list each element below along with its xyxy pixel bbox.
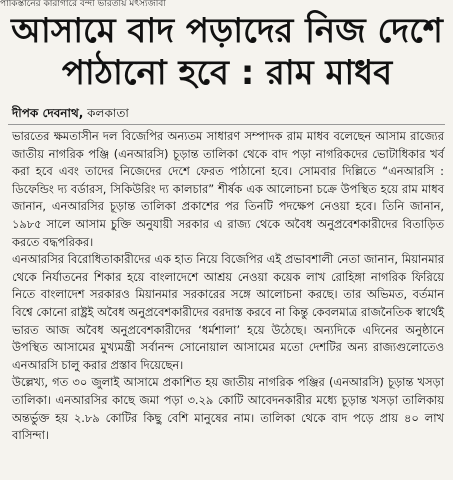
headline-line-1: আসামে বাদ পড়াদের নিজ দেশে: [11, 11, 443, 51]
article-paragraph: উল্লেখ্য, গত ৩০ জুলাই আসামে প্রকাশিত হয় জাতীয় নাগরিক পঞ্জির (এনআরসি) চূড়ান্ত খসড়া তালিকা। এনআরসির কাছে জমা পড়া ৩.২৯ কোটি আবেদনকারীর মধ্যে চূড়ান্ত খসড়া তালিকায় অন্তর্ভুক্ত হয় ২.৮৯ কোটির কিছু বেশি মানুষের নাম। তালিকা থেকে বাদ পড়ে প্রায় ৪০ লাখ বাসিন্দা।: [12, 375, 444, 443]
article-paragraph: এনআরসির বিরোধিতাকারীদের এক হাত নিয়ে বিজেপির এই প্রভাবশালী নেতা জানান, মিয়ানমার থেকে নির্যাতনের শিকার হয়ে বাংলাদেশে আশ্রয় নেওয়া কয়েক লাখ রোহিঙ্গা নাগরিক ফিরিয়ে নিতে বাংলাদেশ সরকারও মিয়ানমার সরকারের সঙ্গে আলোচনা করছে। তার অভিমত, বর্তমান বিশ্বে কোনো রাষ্ট্রই অবৈধ অনুপ্রবেশকারীদের বরদাস্ত করবে না কিন্তু কেবলমাত্র রাজনৈতিক স্বার্থেই ভারত আজ অবৈধ অনুপ্রবেশকারীদের ‘ধর্মশালা’ হয়ে উঠেছে। অন্যদিকে এদিনের অনুষ্ঠানে উপস্থিত আসামের মুখ্যমন্ত্রী সর্বানন্দ সোনোয়াল আসামের মতো দেশটির অন্য রাজ্যগুলোতেও এনআরসি চালু করার প্রস্তাব দিয়েছেন।: [12, 252, 444, 372]
byline-divider: [8, 124, 445, 125]
article-body: [12, 128, 444, 445]
headline: [6, 10, 448, 94]
byline: [12, 106, 442, 120]
author-name: দীপক দেবনাথ,: [12, 106, 84, 120]
article-paragraph: ভারতের ক্ষমতাসীন দল বিজেপির অন্যতম সাধারণ সম্পাদক রাম মাধব বলেছেন আসাম রাজ্যের জাতীয় নাগরিক পঞ্জি (এনআরসি) চূড়ান্ত তালিকা থেকে বাদ পড়া নাগরিকদের ভোটাধিকার খর্ব করা হবে এবং তাদের নিজেদের দেশে ফেরত পাঠানো হবে। সোমবার দিল্লিতে “এনআরসি : ডিফেন্ডিং দ্য বর্ডারস, সিকিউরিং দ্য কালচার” শীর্ষক এক আলোচনা চক্রে উপস্থিত হয়ে রাম মাধব জানান, এনআরসির চূড়ান্ত তালিকা প্রকাশের পর তিনটি পদক্ষেপ নেওয়া হবে। তিনি জানান, ১৯৮৫ সালে আসাম চুক্তি অনুযায়ী সরকার এ রাজ্য থেকে অবৈধ অনুপ্রবেশকারীদের বিতাড়িত করতে বদ্ধপরিকর।: [12, 129, 444, 249]
headline-line-2: পাঠানো হবে : রাম মাধব: [61, 53, 393, 93]
cut-off-previous-article: পাকিস্তানের কারাগারে বন্দী ভারতীয় মৎস্যজীবী: [0, 0, 166, 8]
dateline-location: কলকাতা: [87, 106, 129, 120]
